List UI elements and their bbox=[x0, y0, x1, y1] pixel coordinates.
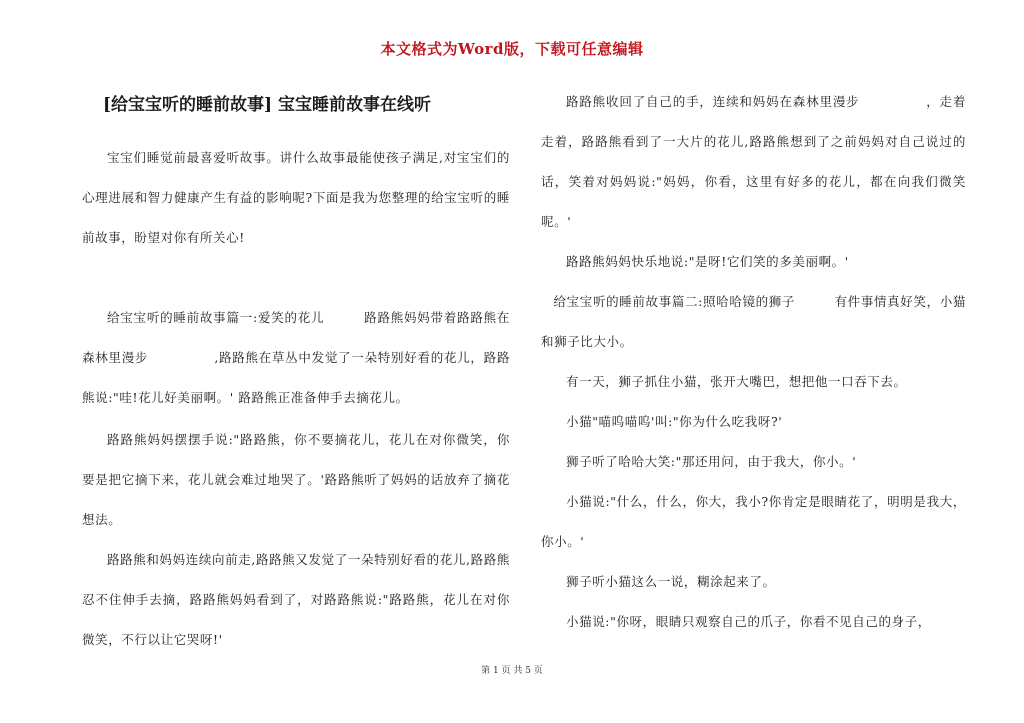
paragraph-story1-start: 给宝宝听的睡前故事篇一:爱笑的花儿 路路熊妈妈带着路路熊在森林里漫步 ,路路熊在草丛中发觉了一朵特别好看的花儿，路路熊说:"哇!花儿好美丽啊。' 路路熊正准备伸手去摘花儿。 bbox=[82, 310, 510, 405]
paragraph-story1-field: 路路熊收回了自己的手，连续和妈妈在森林里漫步 ，走着走着，路路熊看到了一大片的花儿,路路熊想到了之前妈妈对自己说过的话，笑着对妈妈说:"妈妈，你看，这里有好多的花儿，都在向我们微笑呢。' bbox=[541, 94, 966, 229]
paragraph-story2-lion-catch: 有一天，狮子抓住小猫，张开大嘴巴，想把他一口吞下去。 bbox=[566, 374, 907, 389]
paragraph-story2-cat-explain: 小猫说:"你呀，眼睛只观察自己的爪子，你看不见自己的身子， bbox=[566, 614, 931, 629]
paragraph-story2-start: 给宝宝听的睡前故事篇二:照哈哈镜的狮子 有件事情真好笑，小猫和狮子比大小。 bbox=[541, 294, 966, 349]
paragraph-story1-mother: 路路熊妈妈摆摆手说:"路路熊，你不要摘花儿，花儿在对你微笑，你要是把它摘下来，花儿就会难过地哭了。'路路熊听了妈妈的话放弃了摘花想法。 bbox=[82, 432, 510, 527]
paragraph-story2-cat-reply: 小猫说:"什么，什么，你大，我小?你肯定是眼睛花了，明明是我大，你小。' bbox=[541, 494, 966, 549]
paragraph-story2-confused: 狮子听小猫这么一说，糊涂起来了。 bbox=[566, 574, 776, 589]
article-title: [给宝宝听的睡前故事] 宝宝睡前故事在线听 bbox=[103, 95, 432, 115]
paragraph-story1-continue: 路路熊和妈妈连续向前走,路路熊又发觉了一朵特别好看的花儿,路路熊忍不住伸手去摘，路路熊妈妈看到了，对路路熊说:"路路熊，花儿在对你微笑，不行以让它哭呀!' bbox=[82, 552, 510, 647]
paragraph-intro: 宝宝们睡觉前最喜爱听故事。讲什么故事最能使孩子满足,对宝宝们的心理进展和智力健康产生有益的影响呢?下面是我为您整理的给宝宝听的睡前故事，盼望对你有所关心! bbox=[82, 150, 510, 245]
paragraph-story2-cat-ask: 小猫"喵呜喵呜'叫:"你为什么吃我呀?' bbox=[566, 414, 783, 429]
paragraph-story2-lion-laugh: 狮子听了哈哈大笑:"那还用问，由于我大，你小。' bbox=[566, 454, 857, 469]
page-number-footer: 第 1 页 共 5 页 bbox=[481, 666, 543, 676]
paragraph-story1-ending: 路路熊妈妈快乐地说:"是呀!它们笑的多美丽啊。' bbox=[566, 254, 849, 269]
document-banner: 本文格式为Word版，下载可任意编辑 bbox=[380, 40, 644, 58]
